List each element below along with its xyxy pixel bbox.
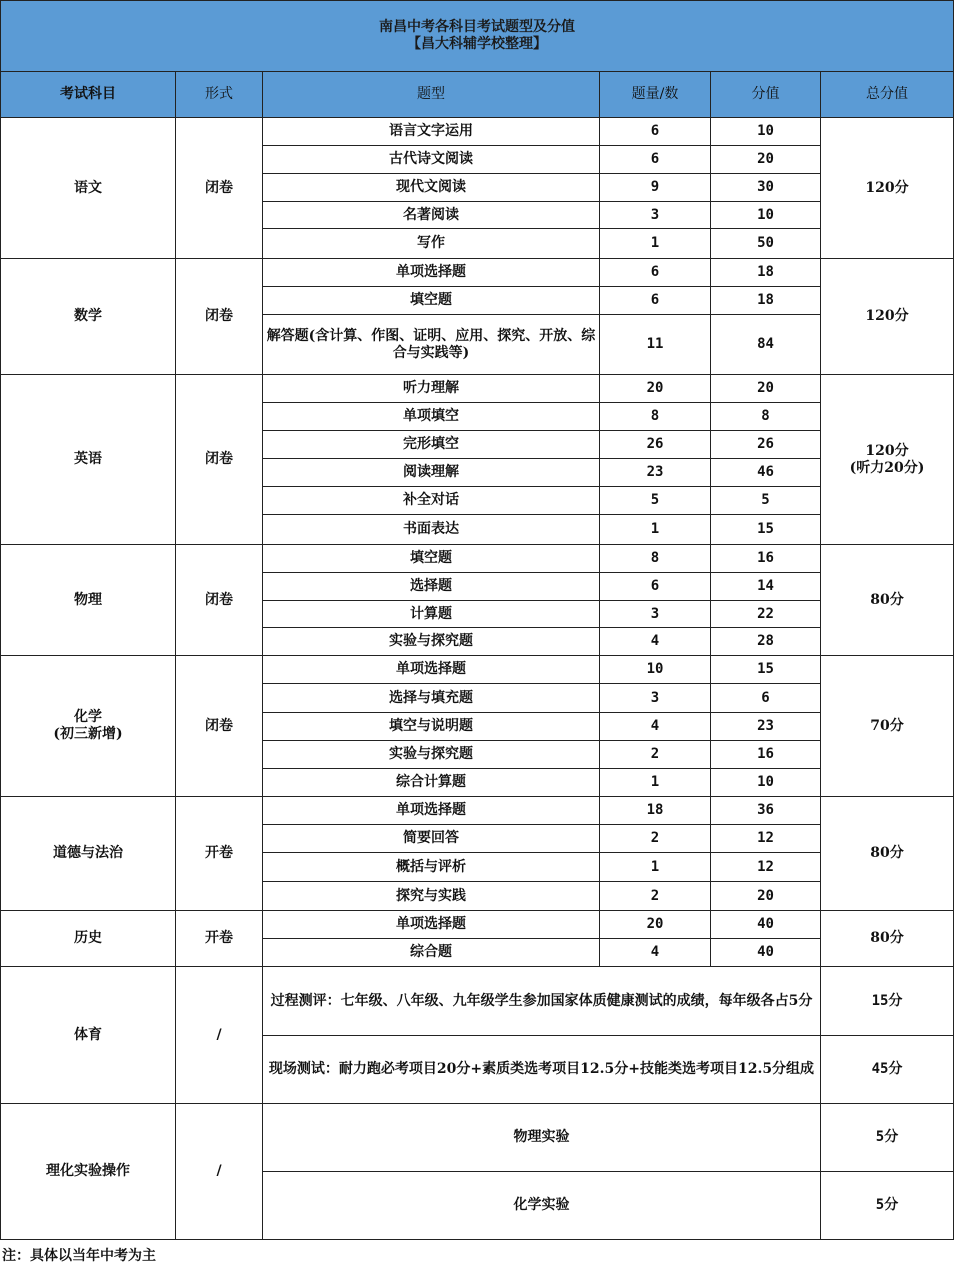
subject-total-value: 70分 xyxy=(870,717,904,734)
question-score: 12 xyxy=(711,825,821,853)
question-score: 36 xyxy=(711,797,821,825)
subject-total-note: (听力20分) xyxy=(849,459,925,476)
question-score: 28 xyxy=(711,628,821,656)
question-count: 9 xyxy=(600,174,711,202)
question-type: 填空题 xyxy=(263,287,600,315)
question-score: 16 xyxy=(711,741,821,769)
question-score: 6 xyxy=(711,684,821,713)
question-score: 16 xyxy=(711,545,821,573)
question-count: 1 xyxy=(600,853,711,882)
question-count: 2 xyxy=(600,825,711,853)
subject-name xyxy=(1,259,176,375)
subject-name-text: 物理 xyxy=(74,591,102,608)
subject-total-value: 120分 xyxy=(865,179,909,196)
subject-name-text: 历史 xyxy=(74,930,102,946)
question-score: 50 xyxy=(711,229,821,259)
question-count: 3 xyxy=(600,684,711,713)
question-score: 10 xyxy=(711,118,821,146)
subject-total-value: 80分 xyxy=(870,591,904,608)
question-score: 20 xyxy=(711,146,821,174)
subject-name-text: 英语 xyxy=(74,451,102,467)
header-subject: 考试科目 xyxy=(1,72,176,118)
pe-score: 15分 xyxy=(821,967,954,1036)
lab-item: 化学实验 xyxy=(263,1172,821,1240)
header-count: 题量/数 xyxy=(600,72,711,118)
question-count: 6 xyxy=(600,146,711,174)
question-count: 4 xyxy=(600,713,711,741)
question-count: 1 xyxy=(600,515,711,545)
subject-name-text: 语文 xyxy=(74,179,102,196)
subject-form: 开卷 xyxy=(176,911,263,967)
question-count: 4 xyxy=(600,628,711,656)
lab-score: 5分 xyxy=(821,1104,954,1172)
question-type: 语言文字运用 xyxy=(263,118,600,146)
question-type: 单项选择题 xyxy=(263,656,600,684)
question-type: 实验与探究题 xyxy=(263,741,600,769)
subject-name xyxy=(1,797,176,911)
question-score: 10 xyxy=(711,202,821,229)
table-row xyxy=(1,259,954,287)
question-score: 40 xyxy=(711,939,821,967)
header-question-type: 题型 xyxy=(263,72,600,118)
table-row xyxy=(1,911,954,939)
question-score: 14 xyxy=(711,573,821,601)
subject-name-text: 数学 xyxy=(74,308,102,324)
question-score: 23 xyxy=(711,713,821,741)
subject-total xyxy=(821,797,954,911)
question-count: 6 xyxy=(600,118,711,146)
question-score: 40 xyxy=(711,911,821,939)
question-type: 单项选择题 xyxy=(263,797,600,825)
question-type: 阅读理解 xyxy=(263,459,600,487)
question-count: 3 xyxy=(600,202,711,229)
question-count: 3 xyxy=(600,601,711,628)
question-type: 实验与探究题 xyxy=(263,628,600,656)
question-count: 26 xyxy=(600,431,711,459)
subject-total xyxy=(821,545,954,656)
question-type: 选择与填充题 xyxy=(263,684,600,713)
question-type: 计算题 xyxy=(263,601,600,628)
subject-name-note: (初三新增) xyxy=(53,726,123,742)
question-score: 20 xyxy=(711,882,821,911)
subject-total xyxy=(821,259,954,375)
question-score: 18 xyxy=(711,287,821,315)
subject-total xyxy=(821,118,954,259)
subject-name xyxy=(1,911,176,967)
subject-total xyxy=(821,656,954,797)
subject-name-text: 化学 xyxy=(74,709,102,725)
lab-score: 5分 xyxy=(821,1172,954,1240)
question-type: 选择题 xyxy=(263,573,600,601)
question-score: 12 xyxy=(711,853,821,882)
question-score: 26 xyxy=(711,431,821,459)
subject-total-value: 80分 xyxy=(870,845,904,861)
question-type: 完形填空 xyxy=(263,431,600,459)
question-type: 综合计算题 xyxy=(263,769,600,797)
subject-total-value: 120分 xyxy=(865,442,909,459)
question-count: 1 xyxy=(600,229,711,259)
header-score: 分值 xyxy=(711,72,821,118)
subject-name xyxy=(1,375,176,545)
subject-name: 体育 xyxy=(1,967,176,1104)
subject-name: 理化实验操作 xyxy=(1,1104,176,1240)
question-score: 18 xyxy=(711,259,821,287)
subject-form: 闭卷 xyxy=(176,118,263,259)
question-score: 20 xyxy=(711,375,821,403)
header-total: 总分值 xyxy=(821,72,954,118)
subject-total xyxy=(821,375,954,545)
question-count: 20 xyxy=(600,375,711,403)
subject-form: 闭卷 xyxy=(176,656,263,797)
question-score: 5 xyxy=(711,487,821,515)
question-type: 概括与评析 xyxy=(263,853,600,882)
question-count: 18 xyxy=(600,797,711,825)
subject-name xyxy=(1,118,176,259)
subject-total-value: 120分 xyxy=(865,308,909,324)
question-type: 古代诗文阅读 xyxy=(263,146,600,174)
question-type: 探究与实践 xyxy=(263,882,600,911)
subject-name xyxy=(1,545,176,656)
question-type: 单项填空 xyxy=(263,403,600,431)
pe-description: 现场测试：耐力跑必考项目20分+素质类选考项目12.5分+技能类选考项目12.5分组成 xyxy=(263,1036,821,1104)
question-score: 30 xyxy=(711,174,821,202)
question-count: 20 xyxy=(600,911,711,939)
question-type: 填空题 xyxy=(263,545,600,573)
question-count: 6 xyxy=(600,573,711,601)
question-type: 写作 xyxy=(263,229,600,259)
footnote: 注：具体以当年中考为主 xyxy=(2,1248,156,1264)
question-count: 2 xyxy=(600,741,711,769)
question-score: 46 xyxy=(711,459,821,487)
table-title xyxy=(1,1,954,72)
subject-form: / xyxy=(176,1104,263,1240)
question-score: 10 xyxy=(711,769,821,797)
question-type: 听力理解 xyxy=(263,375,600,403)
title-line-1: 南昌中考各科目考试题型及分值 xyxy=(379,19,575,35)
question-count: 10 xyxy=(600,656,711,684)
table-row xyxy=(1,375,954,403)
question-count: 8 xyxy=(600,545,711,573)
question-type: 现代文阅读 xyxy=(263,174,600,202)
title-line-2: 【昌大科辅学校整理】 xyxy=(407,36,547,52)
table-row xyxy=(1,118,954,146)
question-count: 5 xyxy=(600,487,711,515)
question-type: 综合题 xyxy=(263,939,600,967)
subject-form: 闭卷 xyxy=(176,375,263,545)
question-count: 23 xyxy=(600,459,711,487)
pe-description: 过程测评：七年级、八年级、九年级学生参加国家体质健康测试的成绩，每年级各占5分 xyxy=(263,967,821,1036)
question-score: 15 xyxy=(711,515,821,545)
question-count: 2 xyxy=(600,882,711,911)
question-count: 8 xyxy=(600,403,711,431)
question-count: 6 xyxy=(600,287,711,315)
header-form: 形式 xyxy=(176,72,263,118)
subject-name xyxy=(1,656,176,797)
subject-total-value: 80分 xyxy=(870,930,904,946)
subject-name-text: 道德与法治 xyxy=(53,845,123,861)
subject-form: 闭卷 xyxy=(176,259,263,375)
question-count: 6 xyxy=(600,259,711,287)
table-row xyxy=(1,967,954,1036)
pe-score: 45分 xyxy=(821,1036,954,1104)
table-row xyxy=(1,1104,954,1172)
table-row xyxy=(1,545,954,573)
question-score: 84 xyxy=(711,315,821,375)
subject-form: / xyxy=(176,967,263,1104)
table-row xyxy=(1,656,954,684)
question-count: 4 xyxy=(600,939,711,967)
question-type: 单项选择题 xyxy=(263,911,600,939)
question-type: 名著阅读 xyxy=(263,202,600,229)
question-count: 1 xyxy=(600,769,711,797)
table-row xyxy=(1,797,954,825)
question-score: 15 xyxy=(711,656,821,684)
question-type: 书面表达 xyxy=(263,515,600,545)
question-type: 填空与说明题 xyxy=(263,713,600,741)
question-type: 简要回答 xyxy=(263,825,600,853)
question-type: 解答题(含计算、作图、证明、应用、探究、开放、综合与实践等) xyxy=(263,315,600,375)
question-score: 22 xyxy=(711,601,821,628)
question-type: 单项选择题 xyxy=(263,259,600,287)
subject-form: 开卷 xyxy=(176,797,263,911)
question-count: 11 xyxy=(600,315,711,375)
question-score: 8 xyxy=(711,403,821,431)
question-type: 补全对话 xyxy=(263,487,600,515)
subject-total xyxy=(821,911,954,967)
lab-item: 物理实验 xyxy=(263,1104,821,1172)
subject-form: 闭卷 xyxy=(176,545,263,656)
